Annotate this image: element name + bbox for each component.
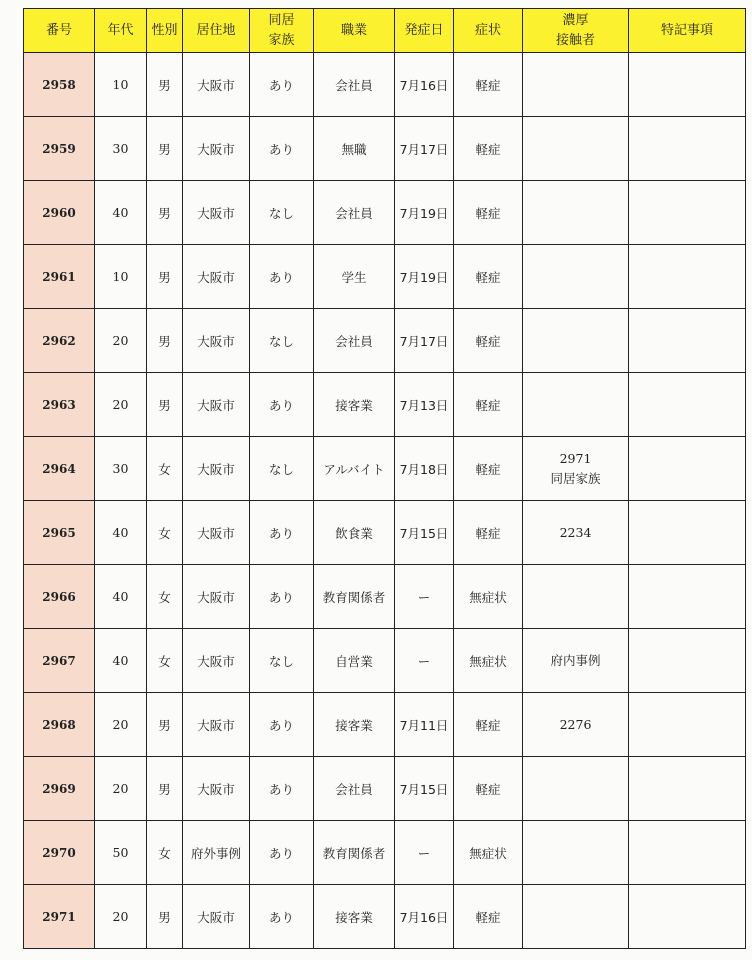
table-header	[24, 9, 746, 53]
household-cell: あり	[250, 885, 314, 949]
occupation-cell: 接客業	[314, 885, 395, 949]
symptom-cell: 軽症	[454, 693, 523, 757]
residence-cell: 大阪市	[183, 437, 250, 501]
case-number-cell: 2964	[24, 437, 95, 501]
table-row	[24, 693, 746, 757]
notes-cell	[629, 117, 746, 181]
table-row	[24, 565, 746, 629]
onset-date-cell: 7月16日	[395, 885, 454, 949]
case-number-cell: 2963	[24, 373, 95, 437]
sex-cell: 女	[147, 437, 183, 501]
age-group-cell: 10	[95, 245, 147, 309]
household-cell: なし	[250, 181, 314, 245]
header-occupation	[314, 9, 395, 53]
occupation-cell: 学生	[314, 245, 395, 309]
close-contact-cell	[523, 245, 629, 309]
residence-cell: 大阪市	[183, 885, 250, 949]
notes-cell	[629, 373, 746, 437]
close-contact-cell	[523, 757, 629, 821]
onset-date-cell: 7月15日	[395, 501, 454, 565]
occupation-cell: 飲食業	[314, 501, 395, 565]
onset-date-cell: ー	[395, 565, 454, 629]
table-row	[24, 245, 746, 309]
case-number-cell: 2969	[24, 757, 95, 821]
age-group-cell: 40	[95, 629, 147, 693]
close-contact-cell	[523, 309, 629, 373]
sex-cell: 男	[147, 117, 183, 181]
table-row	[24, 117, 746, 181]
symptom-cell: 無症状	[454, 565, 523, 629]
symptom-cell: 軽症	[454, 437, 523, 501]
header-onset	[395, 9, 454, 53]
age-group-cell: 40	[95, 565, 147, 629]
close-contact-cell	[523, 885, 629, 949]
onset-date-cell: 7月17日	[395, 309, 454, 373]
age-group-cell: 30	[95, 437, 147, 501]
header-contact	[523, 9, 629, 53]
age-group-cell: 10	[95, 53, 147, 117]
case-number-cell: 2962	[24, 309, 95, 373]
close-contact-line: 2276	[559, 716, 592, 732]
notes-cell	[629, 53, 746, 117]
header-household-line: 家族	[268, 32, 295, 48]
case-table	[23, 8, 746, 949]
notes-cell	[629, 693, 746, 757]
onset-date-cell: ー	[395, 821, 454, 885]
close-contact-line: 2234	[559, 524, 592, 540]
age-group-cell: 50	[95, 821, 147, 885]
onset-date-cell: ー	[395, 629, 454, 693]
header-age	[95, 9, 147, 53]
case-number-cell: 2960	[24, 181, 95, 245]
case-number-cell: 2959	[24, 117, 95, 181]
case-number-cell: 2970	[24, 821, 95, 885]
occupation-cell: 接客業	[314, 373, 395, 437]
household-cell: あり	[250, 53, 314, 117]
symptom-cell: 軽症	[454, 181, 523, 245]
notes-cell	[629, 181, 746, 245]
table-row	[24, 885, 746, 949]
close-contact-cell	[523, 373, 629, 437]
case-number-cell: 2965	[24, 501, 95, 565]
notes-cell	[629, 629, 746, 693]
age-group-cell: 20	[95, 309, 147, 373]
notes-cell	[629, 565, 746, 629]
household-cell: なし	[250, 437, 314, 501]
sex-cell: 男	[147, 693, 183, 757]
occupation-cell: 教育関係者	[314, 821, 395, 885]
close-contact-cell	[523, 181, 629, 245]
household-cell: あり	[250, 821, 314, 885]
age-group-cell: 20	[95, 373, 147, 437]
symptom-cell: 軽症	[454, 373, 523, 437]
header-sex-line: 性別	[151, 22, 178, 38]
close-contact-cell	[523, 437, 629, 501]
close-contact-cell	[523, 53, 629, 117]
onset-date-cell: 7月16日	[395, 53, 454, 117]
header-number-line: 番号	[45, 22, 72, 38]
occupation-cell: 自営業	[314, 629, 395, 693]
case-number-cell: 2966	[24, 565, 95, 629]
symptom-cell: 軽症	[454, 309, 523, 373]
header-residence-line: 居住地	[196, 22, 236, 38]
symptom-cell: 軽症	[454, 757, 523, 821]
occupation-cell: 無職	[314, 117, 395, 181]
age-group-cell: 40	[95, 181, 147, 245]
header-household-line: 同居	[268, 12, 295, 28]
sex-cell: 女	[147, 501, 183, 565]
notes-cell	[629, 501, 746, 565]
onset-date-cell: 7月19日	[395, 181, 454, 245]
age-group-cell: 20	[95, 885, 147, 949]
header-number	[24, 9, 95, 53]
residence-cell: 大阪市	[183, 53, 250, 117]
household-cell: なし	[250, 309, 314, 373]
onset-date-cell: 7月13日	[395, 373, 454, 437]
table-body	[24, 53, 746, 949]
sex-cell: 男	[147, 885, 183, 949]
residence-cell: 大阪市	[183, 309, 250, 373]
sex-cell: 女	[147, 821, 183, 885]
header-contact-line: 接触者	[555, 32, 595, 48]
household-cell: なし	[250, 629, 314, 693]
close-contact-cell	[523, 501, 629, 565]
symptom-cell: 軽症	[454, 501, 523, 565]
sex-cell: 男	[147, 309, 183, 373]
header-contact-line: 濃厚	[562, 12, 589, 28]
household-cell: あり	[250, 565, 314, 629]
occupation-cell: 会社員	[314, 309, 395, 373]
header-household	[250, 9, 314, 53]
residence-cell: 大阪市	[183, 757, 250, 821]
symptom-cell: 無症状	[454, 629, 523, 693]
household-cell: あり	[250, 693, 314, 757]
occupation-cell: 会社員	[314, 181, 395, 245]
occupation-cell: 会社員	[314, 757, 395, 821]
case-number-cell: 2967	[24, 629, 95, 693]
onset-date-cell: 7月19日	[395, 245, 454, 309]
age-group-cell: 20	[95, 693, 147, 757]
sex-cell: 男	[147, 245, 183, 309]
household-cell: あり	[250, 757, 314, 821]
header-symptom-line: 症状	[474, 22, 501, 38]
symptom-cell: 軽症	[454, 53, 523, 117]
residence-cell: 大阪市	[183, 117, 250, 181]
household-cell: あり	[250, 373, 314, 437]
header-symptom	[454, 9, 523, 53]
close-contact-cell	[523, 821, 629, 885]
close-contact-cell	[523, 693, 629, 757]
age-group-cell: 30	[95, 117, 147, 181]
sex-cell: 男	[147, 757, 183, 821]
table-row	[24, 53, 746, 117]
notes-cell	[629, 821, 746, 885]
header-age-line: 年代	[107, 22, 134, 38]
notes-cell	[629, 245, 746, 309]
close-contact-line: 2971	[559, 450, 592, 466]
table-row	[24, 501, 746, 565]
household-cell: あり	[250, 245, 314, 309]
occupation-cell: 会社員	[314, 53, 395, 117]
onset-date-cell: 7月11日	[395, 693, 454, 757]
notes-cell	[629, 885, 746, 949]
symptom-cell: 軽症	[454, 885, 523, 949]
table-row	[24, 821, 746, 885]
household-cell: あり	[250, 117, 314, 181]
occupation-cell: アルバイト	[314, 437, 395, 501]
onset-date-cell: 7月18日	[395, 437, 454, 501]
occupation-cell: 接客業	[314, 693, 395, 757]
symptom-cell: 軽症	[454, 245, 523, 309]
close-contact-cell	[523, 117, 629, 181]
onset-date-cell: 7月17日	[395, 117, 454, 181]
header-occupation-line: 職業	[340, 22, 367, 38]
occupation-cell: 教育関係者	[314, 565, 395, 629]
header-row	[24, 9, 746, 53]
header-notes	[629, 9, 746, 53]
residence-cell: 大阪市	[183, 693, 250, 757]
age-group-cell: 40	[95, 501, 147, 565]
close-contact-line: 府内事例	[550, 652, 601, 668]
table-row	[24, 629, 746, 693]
sex-cell: 女	[147, 629, 183, 693]
table-row	[24, 757, 746, 821]
household-cell: あり	[250, 501, 314, 565]
age-group-cell: 20	[95, 757, 147, 821]
notes-cell	[629, 437, 746, 501]
residence-cell: 大阪市	[183, 181, 250, 245]
case-number-cell: 2971	[24, 885, 95, 949]
header-notes-line: 特記事項	[660, 22, 713, 38]
header-residence	[183, 9, 250, 53]
residence-cell: 大阪市	[183, 501, 250, 565]
close-contact-cell	[523, 629, 629, 693]
case-number-cell: 2968	[24, 693, 95, 757]
table-row	[24, 373, 746, 437]
notes-cell	[629, 309, 746, 373]
sex-cell: 男	[147, 53, 183, 117]
sex-cell: 男	[147, 373, 183, 437]
sex-cell: 女	[147, 565, 183, 629]
residence-cell: 大阪市	[183, 629, 250, 693]
notes-cell	[629, 757, 746, 821]
table-row	[24, 181, 746, 245]
residence-cell: 大阪市	[183, 565, 250, 629]
table-row	[24, 309, 746, 373]
close-contact-cell	[523, 565, 629, 629]
sex-cell: 男	[147, 181, 183, 245]
symptom-cell: 軽症	[454, 117, 523, 181]
residence-cell: 大阪市	[183, 373, 250, 437]
case-number-cell: 2958	[24, 53, 95, 117]
header-sex	[147, 9, 183, 53]
residence-cell: 府外事例	[183, 821, 250, 885]
case-number-cell: 2961	[24, 245, 95, 309]
header-onset-line: 発症日	[404, 22, 444, 38]
table-row	[24, 437, 746, 501]
residence-cell: 大阪市	[183, 245, 250, 309]
close-contact-line: 同居家族	[550, 470, 601, 486]
onset-date-cell: 7月15日	[395, 757, 454, 821]
symptom-cell: 無症状	[454, 821, 523, 885]
